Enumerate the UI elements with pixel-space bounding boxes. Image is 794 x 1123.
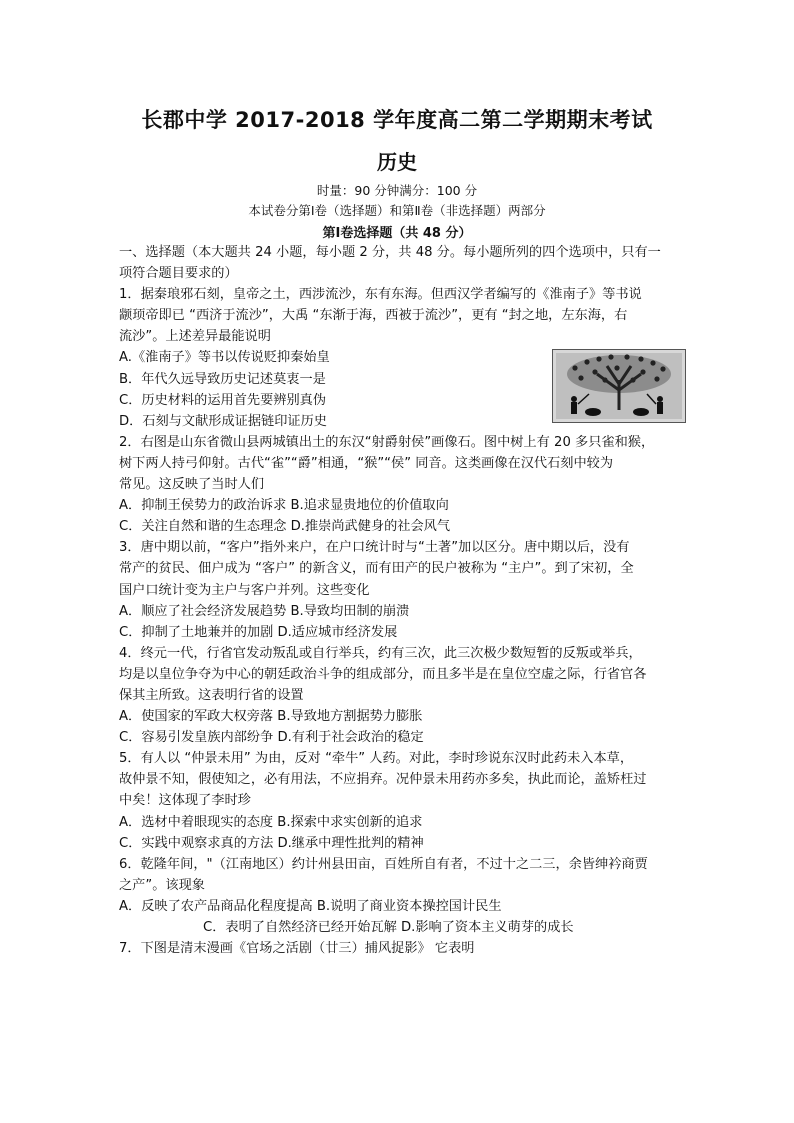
instructions-line: 一、选择题（本大题共 24 小题，每小题 2 分，共 48 分。每小题所列的四个选项中，只有一 — [119, 245, 661, 260]
question-5-line: 中矣！这体现了李时珍 — [119, 793, 251, 809]
question-1-option-a: A.《淮南子》等书以传说贬抑秦始皇 — [119, 350, 330, 366]
question-2-line: 常见。这反映了当时人们 — [119, 477, 265, 493]
question-3-options-ab: A．顺应了社会经济发展趋势 B.导致均田制的崩溃 — [119, 603, 410, 619]
question-6-options-ab: A．反映了农产品商品化程度提高 B.说明了商业资本操控国计民生 — [119, 898, 502, 914]
subject-title: 历史 — [377, 150, 417, 174]
question-5-options-ab: A．选材中着眼现实的态度 B.探索中求实创新的追求 — [119, 814, 423, 830]
question-1-option-d: D．石刻与文献形成证据链印证历史 — [119, 413, 327, 429]
paper-composition: 本试卷分第Ⅰ卷（选择题）和第Ⅱ卷（非选择题）两部分 — [248, 203, 546, 218]
question-2-options-ab: A．抑制王侯势力的政治诉求 B.追求显贵地位的价值取向 — [119, 498, 449, 514]
question-1-option-b: B．年代久远导致历史记述莫衷一是 — [119, 371, 326, 387]
question-4-line: 保其主所致。这表明行省的设置 — [119, 687, 304, 703]
question-5-line: 故仲景不知，假使知之，必有用法，不应捐弃。况仲景未用药亦多矣，执此而论，盖矫枉过 — [119, 772, 647, 788]
question-3-options-cd: C．抑制了土地兼并的加剧 D.适应城市经济发展 — [119, 624, 398, 640]
question-6-options-cd: C．表明了自然经济已经开始瓦解 D.影响了资本主义萌芽的成长 — [203, 920, 574, 935]
exam-title: 长郡中学 2017-2018 学年度高二第二学期期末考试 — [141, 108, 653, 132]
exam-content — [119, 242, 679, 959]
question-2-line: 树下两人持弓仰射。古代“雀”“爵”相通，“猴”“侯” 同音。这类画像在汉代石刻中较为 — [119, 455, 614, 471]
question-7-line: 7．下图是清末漫画《官场之活剧（廿三）捕风捉影》 它表明 — [119, 941, 475, 957]
question-6-line: 6．乾隆年间，"（江南地区）约计州县田亩，百姓所自有者，不过十之二三，余皆绅衿商贾 — [119, 856, 648, 872]
section-title: 第Ⅰ卷选择题（共 48 分） — [322, 226, 472, 241]
question-4-options-cd: C．容易引发皇族内部纷争 D.有利于社会政治的稳定 — [119, 730, 424, 746]
instructions-line: 项符合题目要求的） — [119, 266, 238, 282]
question-4-options-ab: A．使国家的军政大权旁落 B.导致地方割据势力膨胀 — [119, 709, 423, 725]
question-5-line: 5．有人以 “仲景未用” 为由，反对 “牵牛” 人药。对此，李时珍说东汉时此药未入本草， — [119, 751, 634, 767]
question-3-line: 国户口统计变为主户与客户并列。这些变化 — [119, 582, 370, 598]
question-1-line: 流沙”。上述差异最能说明 — [119, 329, 271, 345]
time-score: 时量：90 分钟满分：100 分 — [316, 183, 478, 198]
question-2-options-cd: C．关注自然和谐的生态理念 D.推崇尚武健身的社会风气 — [119, 519, 451, 535]
question-1-option-c: C．历史材料的运用首先要辨别真伪 — [119, 392, 327, 408]
question-1-line: 1．据秦琅邪石刻，皇帝之土，西涉流沙，东有东海。但西汉学者编写的《淮南子》等书说 — [119, 287, 642, 303]
question-2-line: 2．右图是山东省微山县两城镇出土的东汉“射爵射侯”画像石。图中树上有 20 多只雀和猴， — [119, 434, 655, 450]
question-4-line: 均是以皇位争夺为中心的朝廷政治斗争的组成部分，而且多半是在皇位空虚之际，行省官各 — [119, 666, 647, 682]
question-3-line: 常产的贫民、佃户成为 “客户” 的新含义，而有田产的民户被称为 “主户”。到了宋初，全 — [119, 561, 634, 577]
question-4-line: 4．终元一代，行省官发动叛乱或自行举兵，约有三次，此三次极少数短暂的反叛或举兵， — [119, 645, 642, 661]
question-5-options-cd: C．实践中观察求真的方法 D.继承中理性批判的精神 — [119, 835, 424, 851]
question-1-line: 颛顼帝即已 “西济于流沙”，大禹 “东渐于海，西被于流沙”，更有 “封之地，左东海，右 — [119, 308, 628, 324]
question-6-line: 之产”。该现象 — [119, 877, 205, 893]
question-3-line: 3．唐中期以前，“客户”指外来户，在户口统计时与“土著”加以区分。唐中期以后，没有 — [119, 540, 630, 556]
